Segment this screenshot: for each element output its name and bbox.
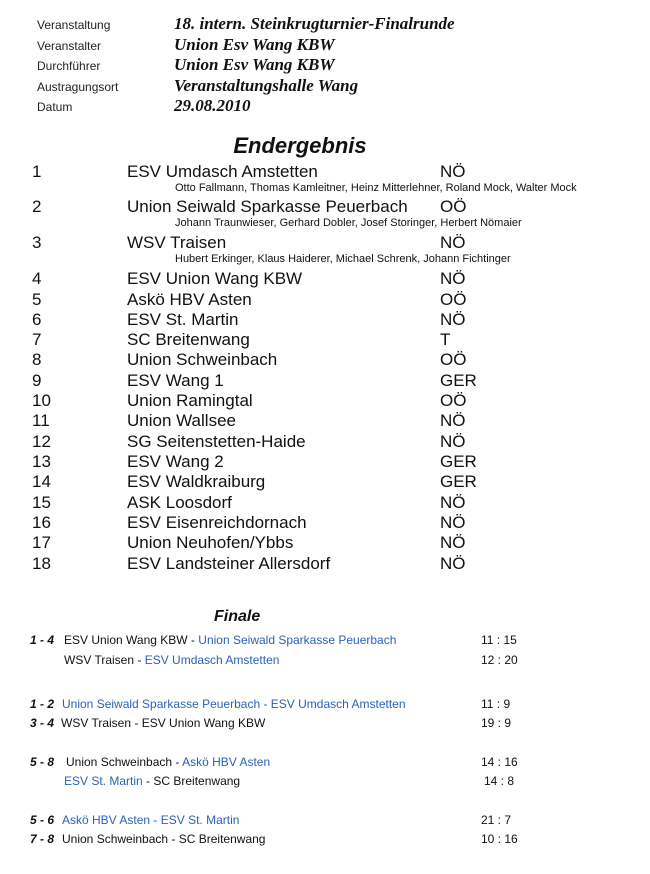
match-label: 1 - 4	[30, 633, 55, 647]
page-title: Endergebnis	[233, 133, 367, 158]
result-team: Union Ramingtal	[127, 391, 253, 410]
header-row-event	[37, 14, 637, 34]
result-team: ESV Landsteiner Allersdorf	[127, 554, 331, 573]
header-label: Austragungsort	[37, 80, 119, 94]
result-rank: 6	[32, 310, 42, 329]
result-team: ESV St. Martin	[127, 310, 239, 329]
result-team: ESV Eisenreichdornach	[127, 513, 307, 532]
result-team: ASK Loosdorf	[127, 493, 232, 512]
result-rank: 9	[32, 371, 42, 390]
result-row	[0, 233, 650, 255]
match-label: 5 - 6	[30, 813, 55, 827]
match-team-b: ESV Umdasch Amstetten	[270, 697, 406, 711]
result-rank: 8	[32, 350, 42, 369]
match-label: 7 - 8	[30, 832, 55, 846]
match-separator: -	[260, 697, 271, 711]
header-label: Veranstalter	[37, 39, 102, 53]
match-team-a: ESV St. Martin	[64, 774, 143, 788]
result-region: T	[440, 330, 451, 349]
result-region: NÖ	[440, 411, 466, 430]
result-region: GER	[440, 472, 477, 491]
result-region: NÖ	[440, 493, 466, 512]
result-region: NÖ	[440, 233, 466, 252]
header-value: 29.08.2010	[174, 96, 251, 115]
result-rank: 4	[32, 269, 42, 288]
result-region: NÖ	[440, 554, 466, 573]
header-label: Veranstaltung	[37, 18, 111, 32]
match-score: 11 : 15	[481, 633, 517, 647]
result-rank: 11	[32, 411, 50, 430]
header-label: Durchführer	[37, 59, 101, 73]
match-row	[0, 697, 650, 715]
header-row-date	[37, 96, 637, 116]
match-team-b: SC Breitenwang	[153, 774, 241, 788]
match-separator: -	[168, 832, 179, 846]
result-row	[0, 472, 650, 494]
header-value: Union Esv Wang KBW	[174, 55, 335, 74]
result-row	[0, 533, 650, 555]
match-team-b: ESV Umdasch Amstetten	[144, 653, 280, 667]
result-rank: 2	[32, 197, 42, 216]
match-score: 14 : 8	[484, 774, 515, 788]
match-row	[0, 653, 650, 671]
result-team: Askö HBV Asten	[127, 290, 252, 309]
match-teams	[62, 832, 265, 846]
result-row	[0, 493, 650, 515]
match-separator: -	[187, 633, 199, 647]
match-teams	[61, 716, 265, 730]
match-row	[0, 633, 650, 651]
match-row	[0, 813, 650, 831]
header-value: Union Esv Wang KBW	[174, 35, 335, 54]
match-teams	[64, 653, 279, 667]
result-rank: 3	[32, 233, 42, 252]
result-rank: 5	[32, 290, 42, 309]
match-team-a: WSV Traisen	[61, 716, 132, 730]
match-separator: -	[134, 653, 145, 667]
result-rank: 10	[32, 391, 51, 410]
result-rank: 13	[32, 452, 51, 471]
result-members: Hubert Erkinger, Klaus Haiderer, Michael Schrenk, Johann Fichtinger	[175, 253, 511, 265]
result-members: Johann Traunwieser, Gerhard Dobler, Josef Storinger, Herbert Nömaier	[175, 217, 522, 229]
match-team-a: Union Schweinbach	[62, 832, 169, 846]
match-row	[0, 755, 650, 773]
result-rank: 14	[32, 472, 51, 491]
result-row	[0, 452, 650, 474]
result-region: GER	[440, 452, 477, 471]
match-team-a: WSV Traisen	[64, 653, 135, 667]
result-region: OÖ	[440, 391, 467, 410]
result-team: ESV Wang 2	[127, 452, 224, 471]
result-rank: 15	[32, 493, 51, 512]
result-row	[0, 197, 650, 219]
result-region: NÖ	[440, 310, 466, 329]
result-rank: 7	[32, 330, 42, 349]
match-team-a: Union Seiwald Sparkasse Peuerbach	[62, 697, 261, 711]
header-row-venue	[37, 76, 637, 96]
match-label: 5 - 8	[30, 755, 55, 769]
match-score: 12 : 20	[481, 653, 518, 667]
match-score: 21 : 7	[481, 813, 512, 827]
header-value: 18. intern. Steinkrugturnier-Finalrunde	[174, 14, 455, 33]
header-value: Veranstaltungshalle Wang	[174, 76, 359, 95]
result-region: OÖ	[440, 290, 467, 309]
match-team-a: Union Schweinbach	[66, 755, 173, 769]
result-row	[0, 371, 650, 393]
result-team: SC Breitenwang	[127, 330, 250, 349]
result-row	[0, 513, 650, 535]
match-teams	[62, 813, 239, 827]
match-teams	[64, 774, 240, 788]
match-row	[0, 774, 650, 792]
result-row	[0, 290, 650, 312]
result-team: SG Seitenstetten-Haide	[127, 432, 306, 451]
result-team: WSV Traisen	[127, 233, 227, 252]
result-members: Otto Fallmann, Thomas Kamleitner, Heinz Mitterlehner, Roland Mock, Walter Mock	[175, 182, 577, 194]
result-row	[0, 269, 650, 291]
match-label: 1 - 2	[30, 697, 55, 711]
match-separator: -	[172, 755, 183, 769]
match-score: 11 : 9	[481, 697, 511, 711]
result-team: ESV Umdasch Amstetten	[127, 162, 318, 181]
result-row	[0, 330, 650, 352]
result-row	[0, 391, 650, 413]
match-team-b: ESV St. Martin	[160, 813, 240, 827]
match-score: 10 : 16	[481, 832, 518, 846]
match-team-b: ESV Union Wang KBW	[141, 716, 266, 730]
match-teams	[64, 633, 396, 647]
match-row	[0, 832, 650, 850]
result-rank: 18	[32, 554, 51, 573]
result-region: NÖ	[440, 513, 466, 532]
match-row	[0, 716, 650, 734]
result-row	[0, 350, 650, 372]
match-separator: -	[150, 813, 161, 827]
result-region: NÖ	[440, 162, 466, 181]
result-region: NÖ	[440, 269, 466, 288]
header-row-executor	[37, 55, 637, 75]
match-team-a: ESV Union Wang KBW	[64, 633, 188, 647]
result-team: Union Schweinbach	[127, 350, 278, 369]
result-rank: 16	[32, 513, 51, 532]
result-row	[0, 162, 650, 184]
header-row-organizer	[37, 35, 637, 55]
match-team-b: Askö HBV Asten	[182, 755, 271, 769]
result-rank: 17	[32, 533, 51, 552]
match-separator: -	[142, 774, 154, 788]
result-team: Union Seiwald Sparkasse Peuerbach	[127, 197, 408, 216]
result-row	[0, 411, 650, 433]
match-teams	[66, 755, 270, 769]
result-rank: 12	[32, 432, 51, 451]
result-team: ESV Union Wang KBW	[127, 269, 303, 288]
match-label: 3 - 4	[30, 716, 55, 730]
result-region: NÖ	[440, 432, 466, 451]
result-region: OÖ	[440, 350, 467, 369]
result-region: GER	[440, 371, 477, 390]
result-team: ESV Waldkraiburg	[127, 472, 266, 491]
match-separator: -	[131, 716, 142, 730]
result-region: OÖ	[440, 197, 467, 216]
result-team: Union Neuhofen/Ybbs	[127, 533, 294, 552]
match-team-b: SC Breitenwang	[178, 832, 266, 846]
finale-title: Finale	[214, 608, 261, 625]
result-row	[0, 432, 650, 454]
match-team-b: Union Seiwald Sparkasse Peuerbach	[198, 633, 397, 647]
result-team: ESV Wang 1	[127, 371, 224, 390]
match-score: 19 : 9	[481, 716, 512, 730]
result-team: Union Wallsee	[127, 411, 236, 430]
header-label: Datum	[37, 100, 73, 114]
match-teams	[62, 697, 406, 711]
result-region: NÖ	[440, 533, 466, 552]
result-row	[0, 310, 650, 332]
result-row	[0, 554, 650, 576]
match-score: 14 : 16	[481, 755, 518, 769]
result-rank: 1	[32, 162, 42, 181]
match-team-a: Askö HBV Asten	[62, 813, 151, 827]
